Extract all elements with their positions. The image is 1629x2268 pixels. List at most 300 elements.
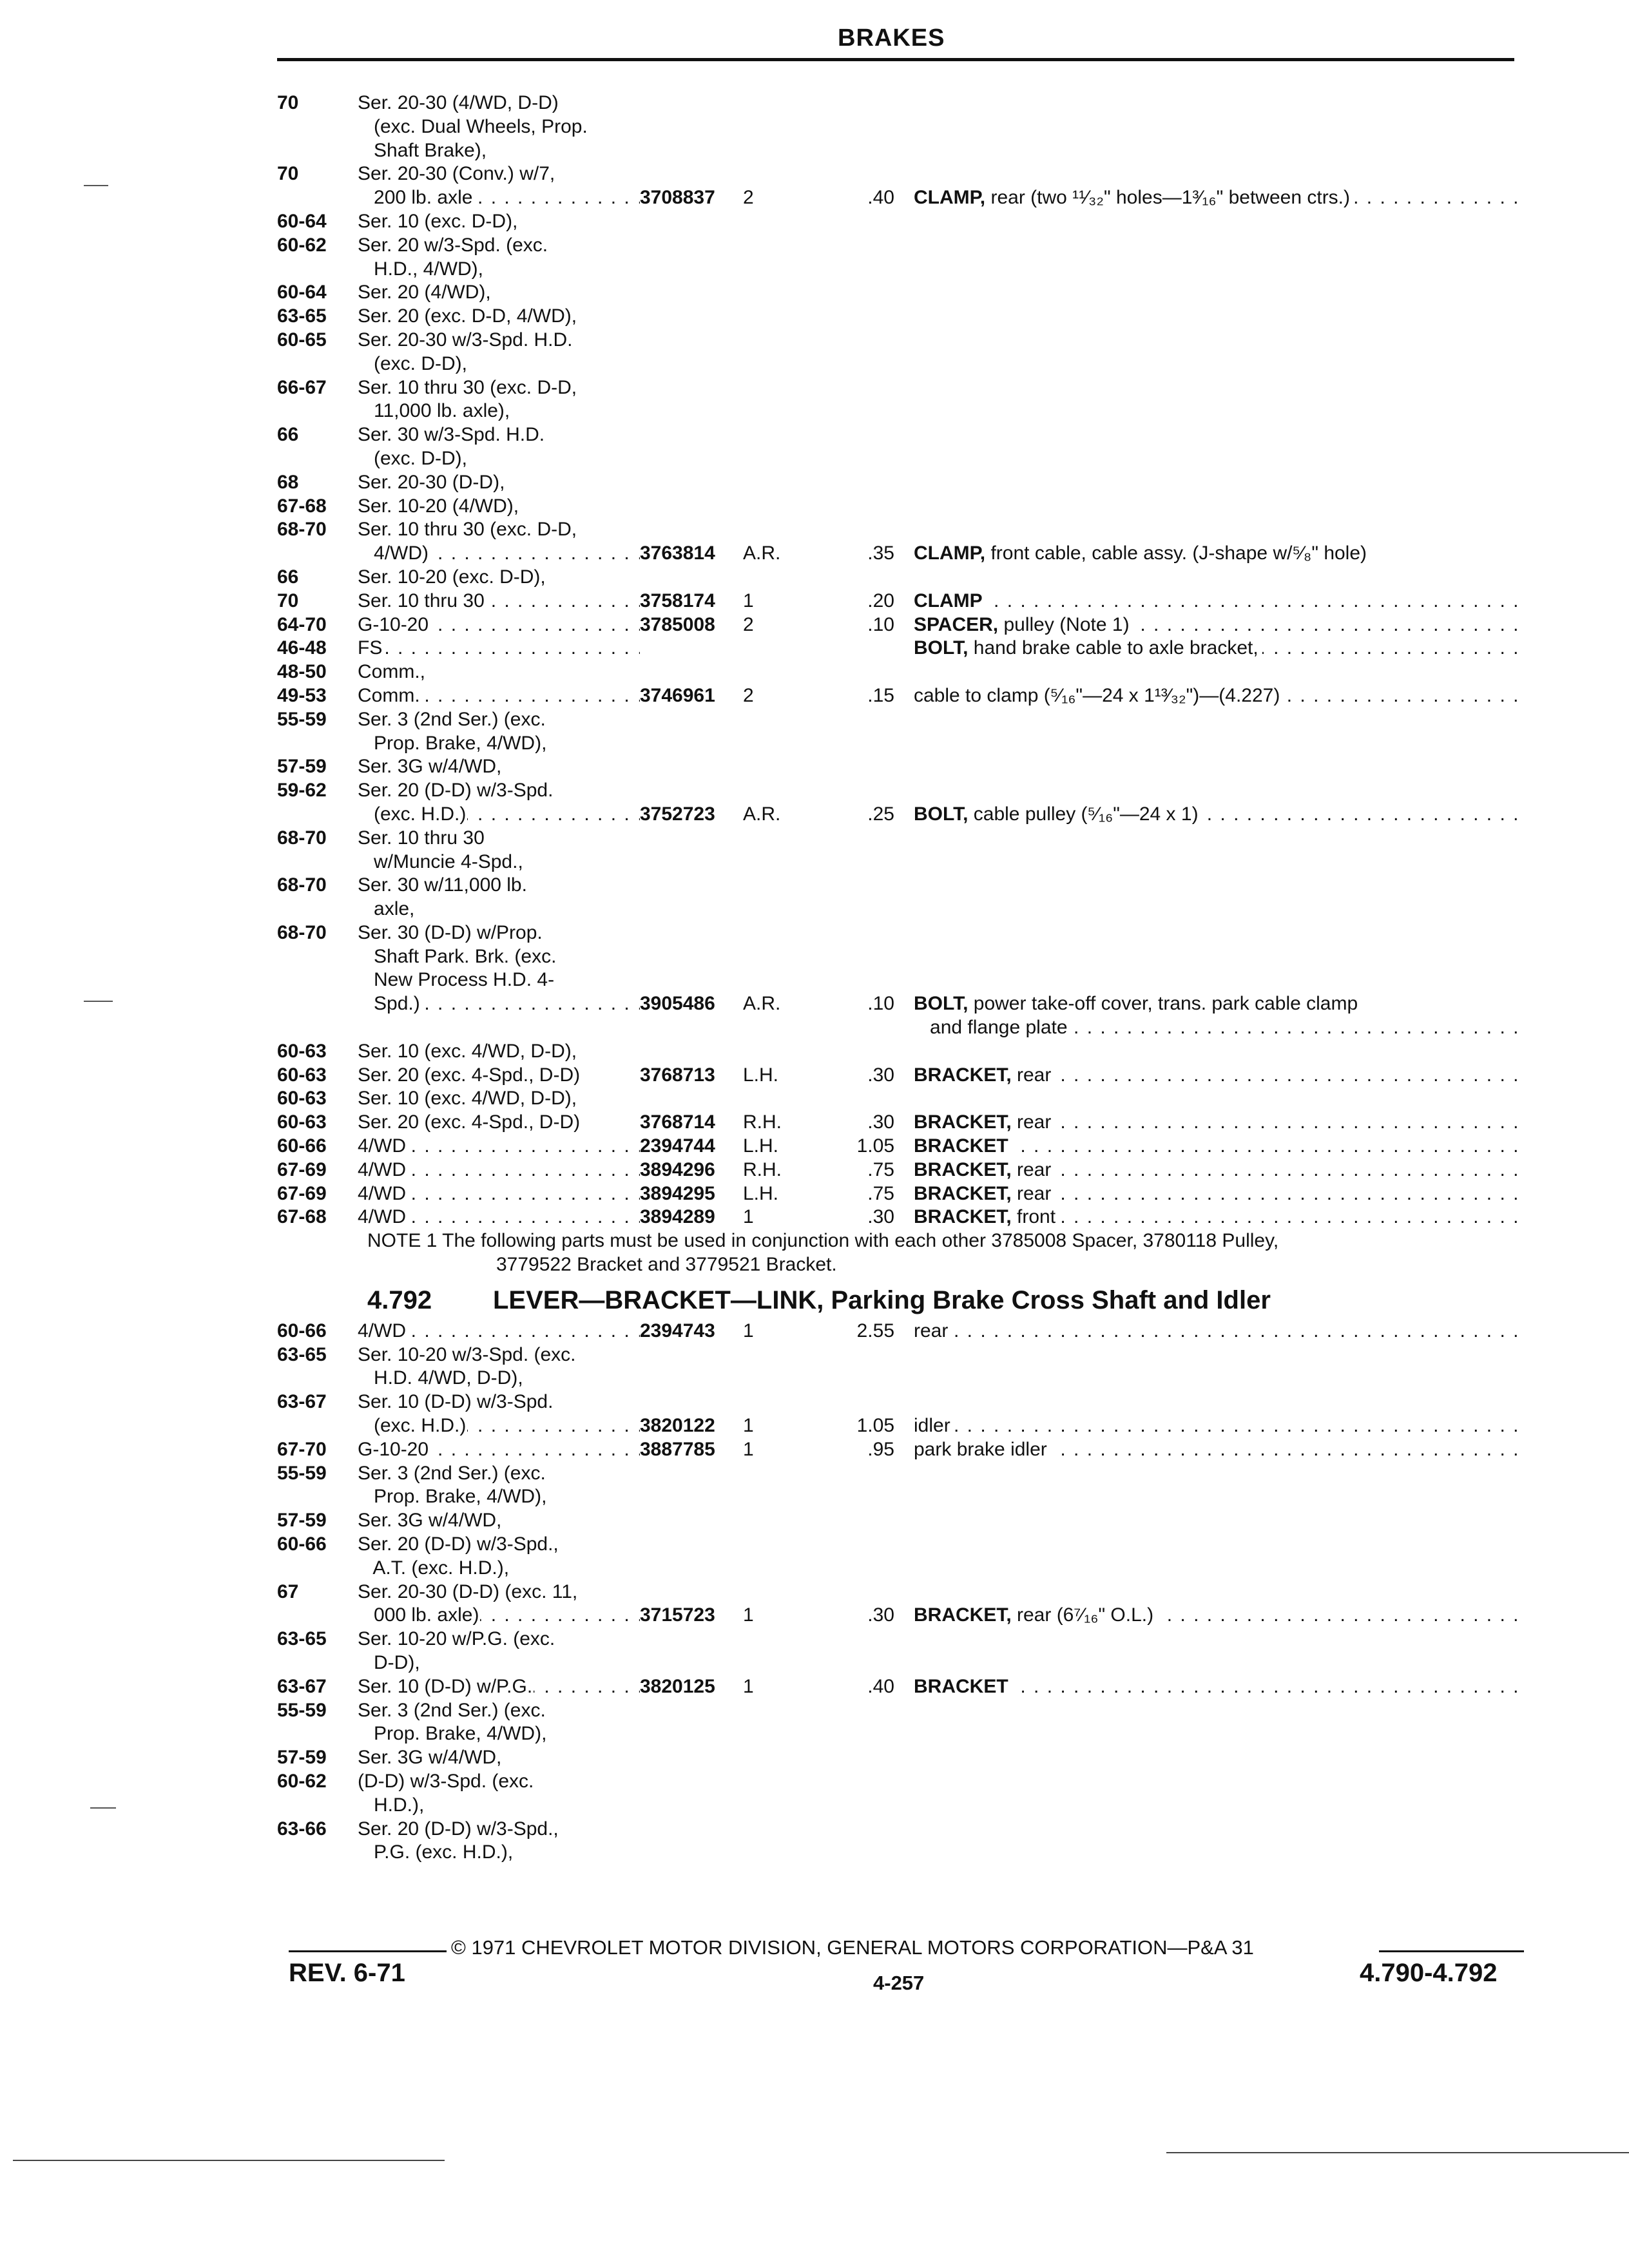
note-1-line-2: 3779522 Bracket and 3779521 Bracket. [496,1254,837,1276]
part-name-text [914,590,987,611]
model-description-text: Ser. 3G w/4/WD, [358,756,502,778]
model-years: 67-70 [277,1438,327,1460]
quantity [743,660,836,684]
part-number [640,660,743,684]
price [836,968,914,992]
part-name-bold: BRACKET, [914,1604,1012,1626]
model-description-text: Ser. 10 (exc. 4/WD, D-D), [358,1088,577,1110]
table-row [277,447,1527,471]
price [836,708,914,732]
table-row [277,1604,1527,1628]
model-description-text: Ser. 10 (exc. D-D), [358,210,518,232]
price [836,1699,914,1723]
part-name-text [914,685,1284,706]
part-name-text [914,329,918,351]
table-row [277,1533,1527,1557]
part-number [640,1770,743,1794]
part-name-text [914,803,1202,825]
model-years: 63-65 [277,1343,327,1365]
part-number [640,566,743,590]
table-row [277,1087,1527,1111]
model-description [358,590,640,613]
model-description-text: Ser. 3G w/4/WD, [358,1747,502,1769]
table-row [277,613,1527,637]
quantity [743,1485,836,1509]
price [836,352,914,376]
part-number [640,1509,743,1533]
model-description [358,660,640,684]
part-name [914,1722,1526,1746]
table-row [277,258,1527,282]
part-name [914,1182,1526,1206]
table-row [277,945,1527,969]
quantity [743,921,836,945]
part-name-bold: BRACKET, [914,1158,1012,1180]
model-description [358,1462,640,1486]
footer-revision: REV. 6-71 [289,1959,405,1987]
part-name-bold: BRACKET, [914,1206,1012,1228]
model-years [277,898,358,921]
model-description-text: Ser. 10 (D-D) w/3-Spd. [358,1391,554,1413]
quantity: A.R. [743,543,781,564]
part-name-text [914,1581,918,1602]
part-name-bold: BRACKET, [914,1064,1012,1086]
part-name-text [914,1533,918,1555]
model-years: 60-66 [277,1135,327,1157]
model-description [358,352,640,376]
part-name-text [914,353,918,374]
model-description [358,874,640,898]
part-name [914,755,1526,779]
header-rule [277,58,1514,61]
model-description [358,1818,640,1841]
model-description-text: Ser. 10-20 w/3-Spd. (exc. [358,1343,576,1365]
quantity [743,566,836,590]
part-name-text [914,472,918,493]
part-number [640,732,743,756]
part-name [914,399,1526,423]
model-description [358,281,640,305]
model-years: 60-66 [277,1320,327,1341]
part-number: 3894295 [640,1182,715,1204]
model-description [358,495,640,519]
part-name-bold: BOLT, [914,637,969,659]
table-row [277,1438,1527,1462]
table-row [277,542,1527,566]
part-name-text [914,614,1133,635]
price: .30 [867,1111,894,1133]
price [836,471,914,495]
table-row [277,1414,1527,1438]
quantity [743,1367,836,1390]
price [836,399,914,423]
part-name [914,1343,1526,1367]
model-description [358,518,640,542]
part-name [914,779,1526,803]
model-description-text: Ser. 3 (2nd Ser.) (exc. [358,1462,546,1484]
model-description-text: Ser. 10-20 w/P.G. (exc. [358,1628,555,1650]
part-name-text [914,1794,918,1816]
part-name-bold: BRACKET, [914,1182,1012,1204]
part-name [914,471,1526,495]
model-description-text: Shaft Park. Brk. (exc. [358,945,557,967]
part-name [914,850,1526,874]
part-name-text [914,1320,952,1341]
quantity: 1 [743,1206,754,1228]
model-description [358,1746,640,1770]
part-name [914,1841,1526,1865]
part-name [914,1206,1526,1229]
model-description-text: Ser. 10 thru 30 [358,590,485,611]
price [836,1651,914,1675]
table-row [277,1158,1527,1182]
part-number [640,376,743,400]
section-heading-4-792 [277,1283,1527,1317]
price [836,305,914,329]
price [836,637,914,660]
part-name [914,1158,1526,1182]
part-number [640,258,743,282]
model-description [358,1016,640,1040]
part-number [640,1841,743,1865]
quantity: 1 [743,1675,754,1697]
note-1 [277,1229,1527,1277]
model-years [277,1485,358,1509]
table-row [277,1841,1527,1865]
model-description [358,1064,640,1088]
model-description [358,1087,640,1111]
price [836,1818,914,1841]
quantity [743,898,836,921]
model-description [358,423,640,447]
quantity: 2 [743,684,754,706]
quantity: 1 [743,590,754,611]
table-row [277,210,1527,234]
price [836,258,914,282]
price: .40 [867,187,894,209]
table-row [277,1343,1527,1367]
model-description-text: Ser. 10 thru 30 (exc. D-D, [358,519,577,541]
table-row [277,1746,1527,1770]
part-name-detail: power take-off cover, trans. park cable clamp [968,993,1358,1015]
price: 1.05 [856,1415,894,1437]
quantity: R.H. [743,1158,782,1180]
part-name-bold: BOLT, [914,803,969,825]
price [836,281,914,305]
model-years [277,1367,358,1390]
model-description-text: 200 lb. axle [358,187,473,209]
part-name [914,992,1526,1016]
quantity [743,1557,836,1581]
part-name [914,660,1526,684]
part-name-text [914,211,918,232]
part-number [640,1087,743,1111]
part-number [640,352,743,376]
model-years [277,1016,358,1040]
model-years: 68-70 [277,827,327,849]
note-1-line-1: NOTE 1 The following parts must be used in conjunction with each other 3785008 Spacer, 3780118 Pulley, [367,1230,1279,1252]
part-name [914,921,1526,945]
model-description [358,1651,640,1675]
model-description-text: (exc. D-D), [358,352,467,374]
table-row [277,1770,1527,1794]
model-description [358,1509,640,1533]
part-number [640,1343,743,1367]
part-number [640,779,743,803]
part-number: 3905486 [640,993,715,1015]
price: .30 [867,1064,894,1086]
model-description [358,1320,640,1343]
part-number [640,447,743,471]
part-number [640,708,743,732]
price [836,1746,914,1770]
part-name-detail: and flange plate [914,1017,1068,1039]
model-description [358,305,640,329]
model-description [358,755,640,779]
model-description [358,1343,640,1367]
part-number [640,945,743,969]
table-row [277,590,1527,613]
model-years: 67-69 [277,1182,327,1204]
part-number [640,399,743,423]
part-name [914,518,1526,542]
quantity [743,1581,836,1604]
model-years: 67-68 [277,1206,327,1228]
quantity: 1 [743,1415,754,1437]
footer-rule-right [1379,1950,1524,1952]
model-years: 66-67 [277,376,327,398]
footer-section-range: 4.790-4.792 [1360,1959,1498,1987]
price [836,1390,914,1414]
quantity [743,376,836,400]
quantity [743,1746,836,1770]
part-number: 3708837 [640,187,715,209]
model-years: 60-62 [277,234,327,256]
part-name-text [914,1415,954,1436]
quantity [743,258,836,282]
price [836,210,914,234]
part-number [640,1485,743,1509]
model-description [358,1111,640,1135]
table-row [277,399,1527,423]
part-name [914,945,1526,969]
table-row [277,1509,1527,1533]
price [836,1367,914,1390]
part-name-bold: CLAMP, [914,187,986,209]
part-name-text [914,566,918,588]
part-name-text [914,1367,918,1389]
model-description [358,162,640,186]
part-name-detail: cable pulley (⁵⁄₁₆"—24 x 1) [968,803,1199,825]
price: .75 [867,1182,894,1204]
model-description-text: Prop. Brake, 4/WD), [358,1486,547,1508]
table-row [277,803,1527,827]
quantity: 1 [743,1438,754,1460]
model-description-text: Ser. 20 (exc. 4-Spd., D-D) [358,1111,581,1133]
table-row [277,637,1527,660]
price [836,1509,914,1533]
part-number: 3768714 [640,1111,715,1133]
model-years: 55-59 [277,1462,327,1484]
part-number [640,234,743,258]
scan-edge-line [1166,2152,1629,2153]
quantity: L.H. [743,1135,779,1157]
quantity: 1 [743,1604,754,1626]
part-name-text [914,187,1354,208]
model-description [358,376,640,400]
model-years [277,945,358,969]
part-name-text [914,1463,918,1484]
model-description-text: FS [358,637,383,659]
model-years [277,542,358,566]
price: 2.55 [856,1320,894,1341]
part-name [914,874,1526,898]
quantity [743,1818,836,1841]
quantity [743,1699,836,1723]
part-name [914,352,1526,376]
quantity: A.R. [743,993,781,1015]
part-name-text [914,1486,918,1507]
part-number [640,1040,743,1064]
quantity [743,162,836,186]
part-name-detail: rear (6⁷⁄₁₆" O.L.) [1011,1604,1154,1626]
model-description [358,1770,640,1794]
margin-mark [84,1001,113,1002]
part-name [914,1581,1526,1604]
part-name [914,1087,1526,1111]
model-description [358,1794,640,1818]
part-name-detail: rear [1011,1182,1052,1204]
part-name-text [914,1818,918,1840]
model-description-text: H.D.), [358,1794,425,1816]
part-number [640,1367,743,1390]
table-row [277,423,1527,447]
model-description-text: Ser. 30 w/11,000 lb. [358,874,527,896]
part-name-text [914,993,1362,1014]
part-number [640,1390,743,1414]
model-description [358,258,640,282]
table-row [277,1064,1527,1088]
part-number [640,423,743,447]
table-row [277,898,1527,921]
quantity [743,850,836,874]
part-name [914,827,1526,850]
model-description-text: G-10-20 [358,613,429,635]
part-number [640,1722,743,1746]
price [836,234,914,258]
model-description-text: A.T. (exc. H.D.), [358,1557,510,1579]
model-description [358,945,640,969]
part-name-text [914,637,1262,658]
part-name-text [914,898,918,919]
model-description [358,708,640,732]
model-description [358,1158,640,1182]
part-name-bold: BRACKET, [914,1111,1012,1133]
part-number [640,1016,743,1040]
model-description-text: 11,000 lb. axle), [358,400,510,422]
part-number [640,329,743,352]
price [836,755,914,779]
price [836,1533,914,1557]
table-row [277,968,1527,992]
part-name [914,186,1526,210]
quantity [743,471,836,495]
quantity [743,1628,836,1651]
quantity [743,91,836,115]
model-description [358,1414,640,1438]
quantity: 2 [743,187,754,209]
part-name-text [914,874,918,896]
quantity [743,352,836,376]
part-name-detail: idler [914,1415,950,1437]
part-number [640,1818,743,1841]
model-description [358,1533,640,1557]
model-description-text: Ser. 3G w/4/WD, [358,1510,502,1532]
part-number: 3746961 [640,684,715,706]
model-years: 55-59 [277,1699,327,1721]
model-description-text: Ser. 20 (D-D) w/3-Spd., [358,1533,559,1555]
part-number: 3768713 [640,1064,715,1086]
model-description-text: Ser. 20 (D-D) w/3-Spd., [358,1818,559,1840]
price [836,91,914,115]
model-description-text: Ser. 10 thru 30 [358,827,485,849]
table-row [277,376,1527,400]
model-description-text: 4/WD) [358,543,429,564]
table-row [277,1111,1527,1135]
part-name-text [914,756,918,777]
part-number [640,91,743,115]
model-description-text: Comm., [358,661,425,683]
quantity [743,305,836,329]
part-name [914,803,1526,827]
quantity [743,1343,836,1367]
model-description [358,898,640,921]
part-number [640,755,743,779]
model-description-text: Ser. 10-20 (exc. D-D), [358,566,546,588]
model-description-text: Ser. 20 (exc. D-D, 4/WD), [358,305,577,327]
part-name [914,542,1526,566]
part-name-text [914,1017,1072,1038]
model-description-text: (exc. H.D.) [358,803,467,825]
table-row [277,234,1527,258]
price [836,1016,914,1040]
part-name [914,1770,1526,1794]
part-name [914,1485,1526,1509]
scan-edge-line [13,2160,445,2161]
model-description [358,1675,640,1699]
part-name-text [914,1111,1055,1133]
model-description-text: Ser. 3 (2nd Ser.) (exc. [358,1699,546,1721]
price: .25 [867,803,894,825]
part-name-text [914,1183,1055,1204]
part-number: 2394743 [640,1320,715,1341]
quantity [743,1087,836,1111]
model-years [277,1794,358,1818]
model-description [358,779,640,803]
price [836,566,914,590]
price [836,945,914,969]
table-row [277,1628,1527,1651]
price [836,1841,914,1865]
model-description [358,139,640,163]
part-name-detail: rear [914,1320,949,1341]
model-description-text: 4/WD [358,1135,406,1157]
model-years: 60-63 [277,1111,327,1133]
part-name-text [914,1557,918,1579]
part-name-text [914,1604,1157,1626]
model-description-text: (exc. D-D), [358,447,467,469]
section-title: LEVER—BRACKET—LINK, Parking Brake Cross Shaft and Idler [493,1285,1271,1314]
